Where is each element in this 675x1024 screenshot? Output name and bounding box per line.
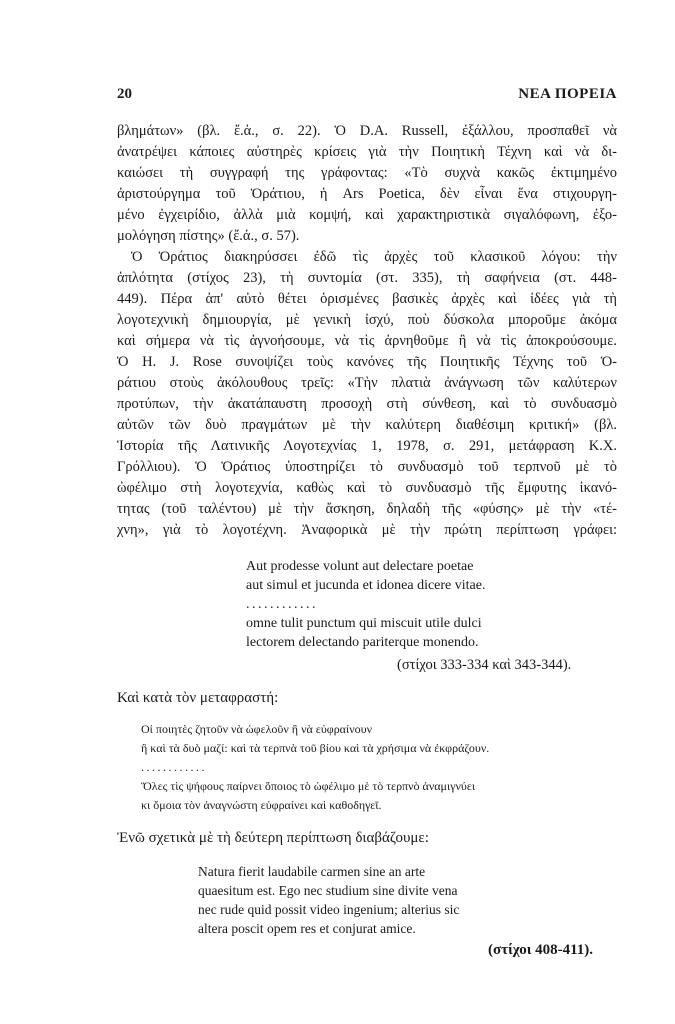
quote-line: Ὅλες τὶς ψήφους παίρνει ὅποιος τὸ ὠφέλιμο μὲ τὸ τερπνὸ ἀναμιγνύει bbox=[141, 779, 476, 793]
greek-translation-quote bbox=[141, 720, 489, 815]
body-paragraphs bbox=[117, 121, 617, 541]
body-line: ὠφέλιμο στὴ λογοτεχνία, καθὼς καὶ τὸ συνδυασμὸ τῆς ἔμφυτης ἱκανό- bbox=[117, 480, 617, 496]
quote-line: altera poscit opem res et conjurat amice. bbox=[198, 921, 416, 936]
body-line: ράτιου στοὺς ἀκόλουθους τρεῖς: «Τὴν πλατιὰ ἀνάγνωση τῶν καλύτερων bbox=[117, 375, 617, 391]
running-title: ΝΕΑ ΠΟΡΕΙΑ bbox=[518, 86, 617, 102]
body-line: μολόγηση πίστης» (ἔ.ἀ., σ. 57). bbox=[117, 228, 300, 244]
quote-line: quaesitum est. Ego nec studium sine divite vena bbox=[198, 883, 458, 898]
body-line: ἀριστούργημα τοῦ Ὁράτιου, ἡ Ars Poetica, δὲν εἶναι ἕνα στιχουργη- bbox=[117, 186, 617, 202]
body-line: καιώσει τὴ συγγραφή της γράφοντας: «Τὸ συχνὰ κακῶς ἐκτιμημένο bbox=[117, 165, 617, 181]
translator-intro: Καὶ κατὰ τὸν μεταφραστή: bbox=[117, 690, 279, 706]
quote-line: ἢ καὶ τὰ δυὸ μαζί: καὶ τὰ τερπνὰ τοῦ βίου καὶ τὰ χρήσιμα νὰ ἐκφράζουν. bbox=[141, 741, 490, 755]
body-line: ἁπλότητα (στίχος 23), τὴ συντομία (στ. 335), τὴ σαφήνεια (στ. 448- bbox=[117, 270, 617, 286]
quote-line: Aut prodesse volunt aut delectare poetae bbox=[246, 559, 474, 574]
body-line: Ὁ H. J. Rose συνοψίζει τοὺς κανόνες τῆς Ποιητικῆς Τέχνης τοῦ Ὁ- bbox=[117, 354, 617, 370]
body-line: προτύπων, τὴν ἀκατάπαυστη προσοχὴ στὴ σύνθεση, καὶ τὸ συνδυασμὸ bbox=[117, 396, 617, 412]
page-number: 20 bbox=[117, 86, 132, 102]
body-line: λογοτεχνικὴ δημιουργία, μὲ γενικὴ ἰσχύ, ποὺ δύσκολα μποροῦμε ἀκόμα bbox=[117, 312, 617, 328]
latin-quote-1 bbox=[246, 557, 485, 652]
page-header bbox=[117, 86, 617, 106]
quote-line: omne tulit punctum qui miscuit utile dulci bbox=[246, 616, 482, 631]
quote-line: aut simul et jucunda et idonea dicere vitae. bbox=[246, 578, 486, 593]
quote-1-citation: (στίχοι 333-334 καὶ 343-344). bbox=[397, 657, 572, 673]
quote-ellipsis: ............ bbox=[246, 597, 318, 612]
latin-quote-2 bbox=[198, 862, 459, 938]
quote-line: Natura fierit laudabile carmen sine an arte bbox=[198, 864, 426, 879]
quote-line: κι ὅμοια τὸν ἀναγνώστη εὐφραίνει καὶ καθοδηγεῖ. bbox=[141, 798, 382, 812]
body-line: αὐτῶν τῶν δυὸ πραγμάτων μὲ τὴν καλύτερη διαθέσιμη κριτική» (βλ. bbox=[117, 417, 617, 433]
quote-line: lectorem delectando pariterque monendo. bbox=[246, 635, 479, 650]
body-line: 449). Πέρα ἀπ' αὐτὸ θέτει ὁρισμένες βασικὲς ἀρχὲς καὶ ἰδέες γιὰ τὴ bbox=[117, 291, 617, 307]
quote-2-citation: (στίχοι 408-411). bbox=[488, 942, 594, 958]
body-line: μένο ἐγχειρίδιο, ἀλλὰ μιὰ κομψή, καὶ χαρακτηριστικὰ σιγαλόφωνη, ἐξο- bbox=[117, 207, 617, 223]
body-line: ἀνατρέψει κάποιες αὐστηρὲς κρίσεις γιὰ τὴν Ποιητικὴ Τέχνη καὶ νὰ δι- bbox=[117, 144, 617, 160]
quote-line: Οἱ ποιητὲς ζητοῦν νὰ ὠφελοῦν ἢ νὰ εὐφραίνουν bbox=[141, 722, 372, 736]
quote-ellipsis: ............ bbox=[141, 760, 207, 774]
quote-line: nec rude quid possit video ingenium; alterius sic bbox=[198, 902, 460, 917]
body-line: βλημάτων» (βλ. ἔ.ἀ., σ. 22). Ὁ D.A. Russell, ἐξάλλου, προσπαθεῖ νὰ bbox=[117, 123, 617, 139]
body-line: τητας (τοῦ ταλέντου) μὲ τὴν ἄσκηση, δηλαδὴ τῆς «φύσης» μὲ τὴν «τέ- bbox=[117, 501, 617, 517]
body-line: Γρόλλιου). Ὁ Ὁράτιος ὑποστηρίζει τὸ συνδυασμὸ τοῦ τερπνοῦ μὲ τὸ bbox=[117, 459, 617, 475]
body-line: Ἱστορία τῆς Λατινικῆς Λογοτεχνίας 1, 1978, σ. 291, μετάφραση Κ.Χ. bbox=[117, 438, 617, 454]
body-line: Ὁ Ὁράτιος διακηρύσσει ἐδῶ τὶς ἀρχὲς τοῦ κλασικοῦ λόγου: τὴν bbox=[131, 249, 617, 265]
body-line: καὶ σήμερα νὰ τὶς ἀγνοήσουμε, νὰ τὶς ἀρνηθοῦμε ἢ νὰ τὶς ἀποκρούσουμε. bbox=[117, 333, 617, 349]
second-case-intro: Ἐνῶ σχετικὰ μὲ τὴ δεύτερη περίπτωση διαβάζουμε: bbox=[117, 830, 429, 846]
body-line: χνη», γιὰ τὸ λογοτέχνη. Ἀναφορικὰ μὲ τὴν πρώτη περίπτωση γράφει: bbox=[117, 522, 617, 538]
